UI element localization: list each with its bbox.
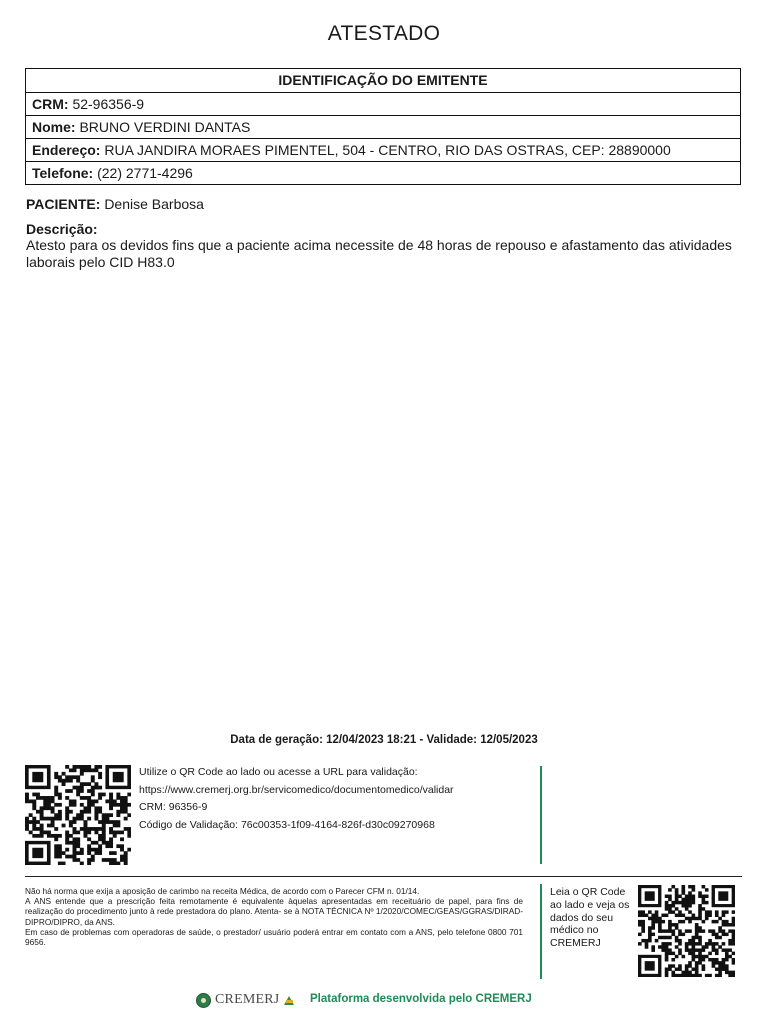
cremerj-seal-icon (196, 993, 211, 1008)
doctor-qr-code-icon[interactable] (638, 885, 735, 977)
validation-divider (540, 766, 542, 864)
validation-qr-code-icon[interactable] (25, 765, 131, 865)
crm-label: CRM: (32, 96, 69, 112)
issuer-crm-row (26, 92, 740, 115)
patient-label: PACIENTE: (26, 196, 101, 212)
phone-value: (22) 2771-4296 (97, 165, 193, 181)
description-text: Atesto para os devidos fins que a paciente acima necessite de 48 horas de repouso e afastamento das atividades laborais pelo CID H83.0 (26, 237, 732, 270)
notice-paragraph-contact: Em caso de problemas com operadoras de saúde, o prestador/ usuário poderá entrar em contato com a ANS, pelo telefone 0800 701 9656. (25, 926, 523, 948)
platform-credit: Plataforma desenvolvida pelo CREMERJ (310, 993, 532, 1005)
section-divider (25, 876, 742, 877)
description-label: Descrição: (26, 221, 98, 237)
name-label: Nome: (32, 119, 76, 135)
phone-label: Telefone: (32, 165, 94, 181)
issuer-name-row (26, 115, 740, 138)
cremerj-logo (196, 991, 295, 1009)
patient-line (26, 196, 204, 212)
name-value: BRUNO VERDINI DANTAS (79, 119, 251, 135)
doctor-qr-divider (540, 884, 542, 979)
validation-url[interactable]: https://www.cremerj.org.br/servicomedico/documentomedico/validar (139, 783, 454, 796)
issuer-identification-table (25, 68, 741, 185)
notice-paragraph-cfm: Não há norma que exija a aposição de carimbo na receita Médica, de acordo com o Parecer CFM n. 01/14. (25, 886, 420, 896)
legal-notice (25, 886, 523, 947)
validation-code: Código de Validação: 76c00353-1f09-4164-826f-d30c09270968 (139, 818, 435, 831)
validation-instruction: Utilize o QR Code ao lado ou acesse a URL para validação: (139, 766, 418, 778)
issuer-phone-row (26, 161, 740, 184)
document-title: ATESTADO (327, 22, 441, 45)
patient-name: Denise Barbosa (104, 196, 204, 212)
validation-crm: CRM: 96356-9 (139, 801, 208, 813)
address-value: RUA JANDIRA MORAES PIMENTEL, 504 - CENTRO, RIO DAS OSTRAS, CEP: 28890000 (104, 142, 671, 158)
generation-date: Data de geração: 12/04/2023 18:21 - Validade: 12/05/2023 (230, 734, 538, 746)
issuer-table-header: IDENTIFICAÇÃO DO EMITENTE (278, 72, 488, 88)
flag-icon (283, 994, 295, 1006)
crm-value: 52-96356-9 (72, 96, 145, 112)
issuer-address-row (26, 138, 740, 161)
cremerj-logo-text: CREMERJ (215, 992, 280, 1007)
address-label: Endereço: (32, 142, 101, 158)
notice-paragraph-ans: A ANS entende que a prescrição feita remotamente é equivalente àquelas apresentadas em receituário de papel, para fins de realização do procedimento junto à rede prestadora do plano. Atenta- se à NOTA TÉCNICA Nº 1/2020/COMEC/GEAS/GGRAS/DIRAD-DIPRO/DIPRO, da ANS. (25, 896, 523, 927)
doctor-qr-instruction: Leia o QR Code ao lado e veja os dados do seu médico no CREMERJ (550, 886, 630, 950)
validation-info (139, 764, 454, 834)
